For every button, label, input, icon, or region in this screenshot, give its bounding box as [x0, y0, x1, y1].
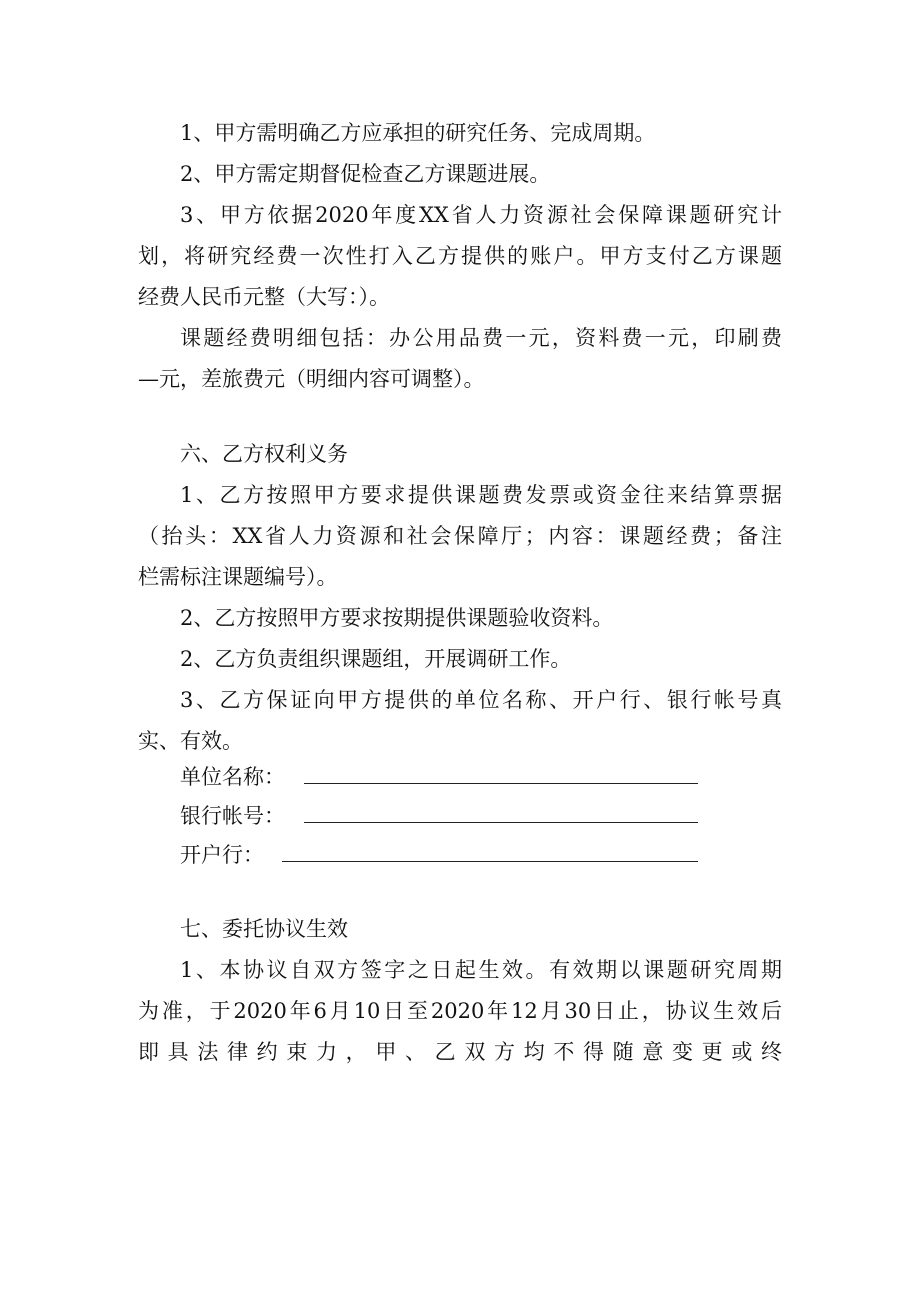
s6-item2a: 2、乙方按照甲方要求按期提供课题验收资料。 — [180, 606, 614, 630]
s6-item2b: 2、乙方负责组织课题组，开展调研工作。 — [180, 647, 572, 671]
unit-name-label: 单位名称： — [180, 765, 285, 789]
unit-name-blank[interactable] — [304, 783, 698, 784]
s6-item1-line1: 1、乙方按照甲方要求提供课题费发票或资金往来结算票据 — [180, 483, 782, 507]
s6-heading: 六、乙方权利义务 — [180, 442, 348, 466]
bank-blank[interactable] — [282, 861, 698, 862]
s5-item1: 1、甲方需明确乙方应承担的研究任务、完成周期。 — [180, 121, 656, 145]
s7-item1-line2: 为准，于2020年6月10日至2020年12月30日止，协议生效后 — [138, 999, 782, 1023]
s7-heading: 七、委托协议生效 — [180, 917, 348, 941]
s6-item3-line2: 实、有效。 — [138, 729, 243, 753]
bank-account-label: 银行帐号： — [180, 804, 285, 828]
s5-detail-line2: —元，差旅费元（明细内容可调整）。 — [138, 367, 485, 391]
bank-label: 开户行： — [180, 843, 264, 867]
s6-item3-line1: 3、乙方保证向甲方提供的单位名称、开户行、银行帐号真 — [180, 688, 782, 712]
s6-item1-line2: （抬头：XX省人力资源和社会保障厅；内容：课题经费；备注 — [138, 524, 782, 548]
s7-item1-line3: 即具法律约束力，甲、乙双方均不得随意变更或终 — [138, 1040, 782, 1064]
s5-item2: 2、甲方需定期督促检查乙方课题进展。 — [180, 162, 551, 186]
s5-item3-line2: 划，将研究经费一次性打入乙方提供的账户。甲方支付乙方课题 — [138, 244, 782, 268]
s5-item3-line1: 3、甲方依据2020年度XX省人力资源社会保障课题研究计 — [180, 203, 782, 227]
s7-item1-line1: 1、本协议自双方签字之日起生效。有效期以课题研究周期 — [180, 958, 782, 982]
s5-item3-line3: 经费人民币元整（大写：）。 — [138, 285, 390, 309]
s5-detail-line1: 课题经费明细包括：办公用品费一元，资料费一元，印刷费 — [180, 326, 782, 350]
bank-account-blank[interactable] — [304, 822, 698, 823]
s6-item1-line3: 栏需标注课题编号）。 — [138, 565, 338, 589]
